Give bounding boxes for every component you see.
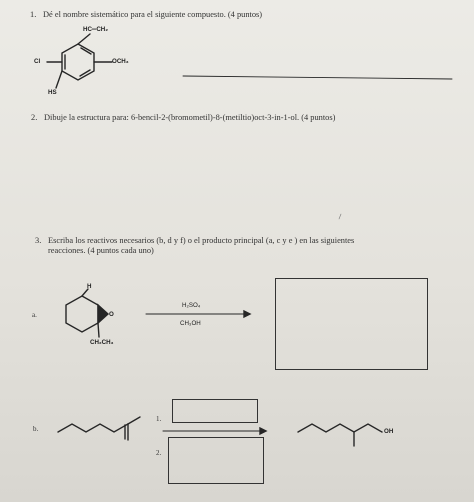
q3a-cyclohexane [66,296,98,332]
pen-mark [339,214,341,219]
q3b-step1-answer-box[interactable] [172,399,258,423]
q1-hs-bond [56,71,62,88]
q3a-ethyl-bond [98,323,99,337]
q3b-product-chain [298,424,382,432]
q1-hs-label: HS [48,89,57,96]
q3-number: 3. [35,236,42,245]
q3a-product-answer-box[interactable] [275,278,428,370]
q3a-h-bond [82,289,88,296]
q2-prompt: Dibuje la estructura para: 6-bencil-2-(bromometil)-8-(metiltio)oct-3-in-1-ol. (4 puntos) [44,113,336,122]
q3b-arrow-head [260,428,266,434]
q3a-reagent-top: H₂SO₄ [182,302,201,309]
q3a-ethyl-label: CH₂CH₃ [90,339,114,346]
q2-number: 2. [31,113,38,122]
q1-benzene-ring [62,44,94,80]
q3b-step1-label: 1. [156,415,162,423]
q1-och3-label: OCH₃ [112,58,129,65]
q3b-step2-answer-box[interactable] [168,437,264,484]
q1-alkyne-label: HC═CH₂ [83,26,109,33]
q3b-methyl-bond [128,417,140,424]
q3a-o-label: O [109,311,114,318]
q3a-arrow-head [244,311,250,317]
q1-number: 1. [30,10,37,19]
q3-prompt-line2: reacciones. (4 puntos cada uno) [48,246,154,255]
q3b-oh-label: OH [384,428,394,435]
q1-answer-line [183,76,452,79]
q3a-label: a. [32,311,37,319]
q3b-label: b. [33,425,39,433]
q3a-h-label: H [87,283,92,290]
q1-cl-label: Cl [34,58,41,65]
q3b-reactant-chain [58,424,128,432]
q1-prompt: Dé el nombre sistemático para el siguiente compuesto. (4 puntos) [43,10,263,19]
q1-alkyne-bond [78,34,90,44]
q3-prompt-line1: Escriba los reactivos necesarios (b, d y f) o el producto principal (a, c y e ) en las siguientes [48,236,355,245]
q3b-step2-label: 2. [156,449,162,457]
q3a-epoxide-wedge [98,305,108,323]
q3a-reagent-bottom: CH₃OH [180,320,201,327]
